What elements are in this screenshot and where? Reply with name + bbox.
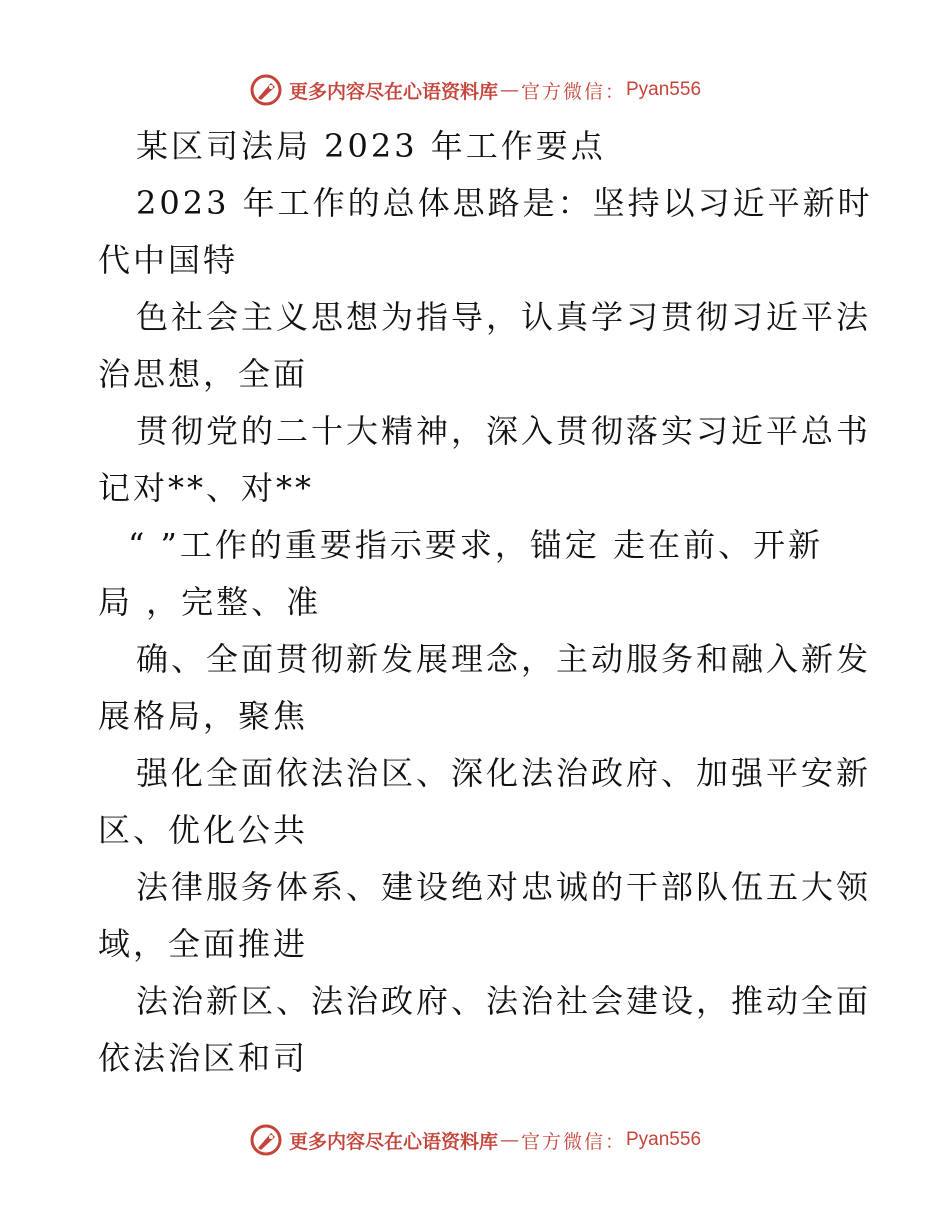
- paragraph-line: 域，全面推进: [98, 925, 309, 963]
- paragraph-line: 色社会主义思想为指导，认真学习贯彻习近平法: [136, 298, 872, 336]
- paragraph-line: 展格局，聚焦: [98, 697, 309, 735]
- banner-main-text: 更多内容尽在心语资料库: [288, 1130, 498, 1153]
- banner-wechat-id: Pyan556: [626, 1129, 702, 1150]
- paragraph-line: 确、全面贯彻新发展理念，主动服务和融入新发: [136, 640, 872, 678]
- pen-nib-logo-icon: [249, 1123, 283, 1157]
- banner-sub-text: 官方微信：: [520, 80, 626, 103]
- footer-banner: [0, 1120, 950, 1160]
- paragraph-line: 局 ，完整、准: [98, 583, 322, 621]
- document-body: [98, 118, 873, 1087]
- paragraph-line: 代中国特: [98, 241, 239, 279]
- paragraph-line: 治思想，全面: [98, 355, 309, 393]
- banner-separator: —: [499, 1129, 519, 1151]
- paragraph-line: 区、优化公共: [98, 811, 309, 849]
- document-title: 某区司法局 2023 年工作要点: [136, 127, 606, 165]
- paragraph-line: 依法治区和司: [98, 1039, 309, 1077]
- paragraph-line: 2023 年工作的总体思路是：坚持以习近平新时: [136, 184, 873, 222]
- paragraph-line: 贯彻党的二十大精神，深入贯彻落实习近平总书: [136, 412, 872, 450]
- banner-sub-text: 官方微信：: [520, 1130, 626, 1153]
- header-banner: [0, 70, 950, 110]
- banner-main-text: 更多内容尽在心语资料库: [288, 80, 498, 103]
- banner-separator: —: [499, 79, 519, 101]
- pen-nib-logo-icon: [249, 73, 283, 107]
- paragraph-line: 法律服务体系、建设绝对忠诚的干部队伍五大领: [136, 868, 872, 906]
- paragraph-line: 强化全面依法治区、深化法治政府、加强平安新: [136, 754, 872, 792]
- banner-wechat-id: Pyan556: [626, 79, 702, 100]
- paragraph-line: 法治新区、法治政府、法治社会建设，推动全面: [136, 982, 872, 1020]
- paragraph-line: “ ”工作的重要指示要求，锚定 走在前、开新: [128, 526, 824, 564]
- paragraph-line: 记对**、对**: [98, 469, 315, 507]
